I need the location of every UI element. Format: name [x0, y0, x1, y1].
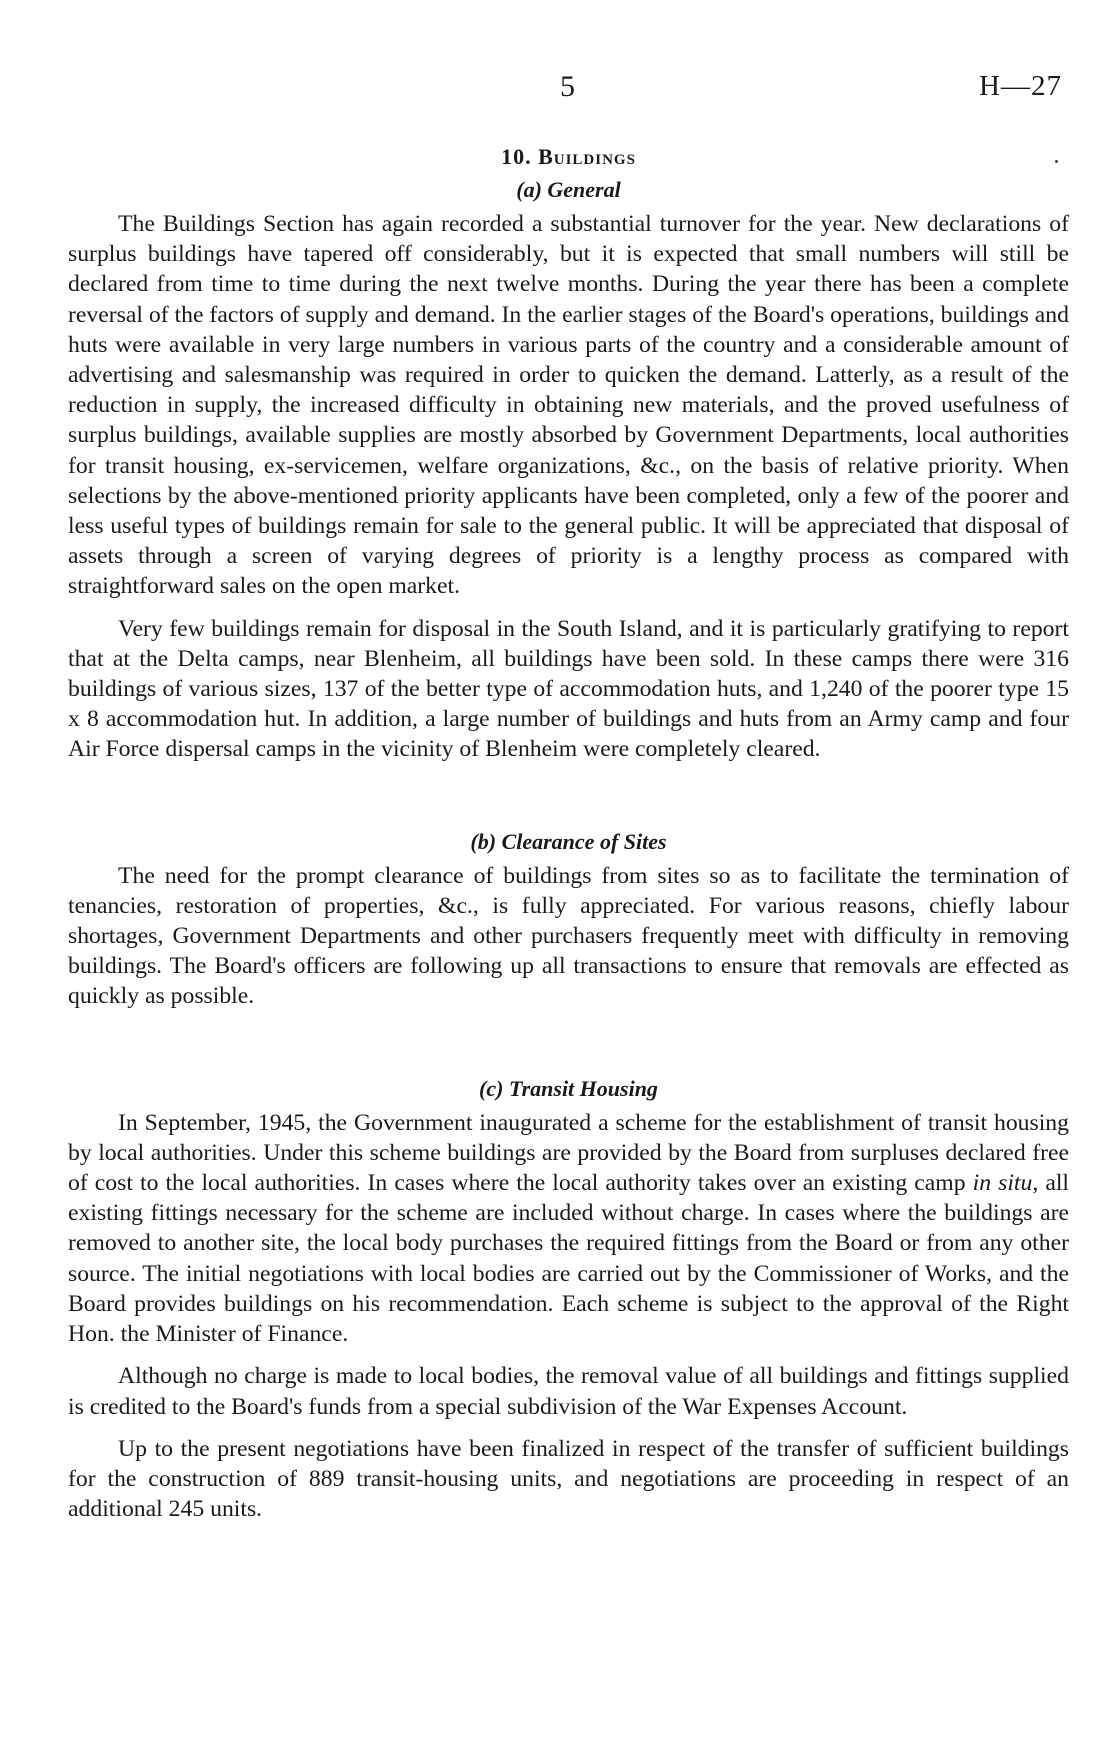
paragraph-transit-1-part-1: In September, 1945, the Government inaugurated a scheme for the establishment of transit housing by local authorities. Under this scheme buildings are provided by the Board from surpluses declared free of cost to the local authorities. In cases where the local authority takes over an existing camp: [68, 1109, 1069, 1197]
section-title: [68, 143, 1069, 171]
section-title-text: Buildings: [538, 144, 636, 169]
paragraph-general-1: The Buildings Section has again recorded a substantial turnover for the year. New declarations of surplus buildings have tapered off considerably, but it is expected that small numbers will still be declared from time to time during the next twelve months. During the year there has been a complete reversal of the factors of supply and demand. In the earlier stages of the Board's operations, buildings and huts were available in very large numbers in various parts of the country and a considerable amount of advertising and salesmanship was required in order to quicken the demand. Latterly, as a result of the reduction in supply, the increased difficulty in obtaining new materials, and the proved usefulness of surplus buildings, available supplies are mostly absorbed by Government Departments, local authorities for transit housing, ex-servicemen, welfare organizations, &c., on the basis of relative priority. When selections by the above-mentioned priority applicants have been completed, only a few of the poorer and less useful types of buildings remain for sale to the general public. It will be appreciated that disposal of assets through a screen of varying degrees of priority is a lengthy process as compared with straightforward sales on the open market.: [68, 211, 1069, 600]
paragraph-transit-1: [68, 1108, 1069, 1350]
page-body: [68, 143, 1069, 1524]
page-number: 5: [560, 70, 575, 103]
paragraph-clearance-1: The need for the prompt clearance of buildings from sites so as to facilitate the termination of tenancies, restoration of properties, &c., is fully appreciated. For various reasons, chiefly labour shortages, Government Departments and other purchasers frequently meet with difficulty in removing buildings. The Board's officers are following up all transactions to ensure that removals are effected as quickly as possible.: [68, 862, 1069, 1010]
latin-phrase-in-situ: in situ: [972, 1170, 1033, 1197]
paragraph-transit-1-part-2: , all existing fittings necessary for the scheme are included without charge. In cases where the buildings are removed to another site, the local body purchases the required fittings from the Board or from any other source. The initial negotiations with local bodies are carried out by the Commissioner of Works, and the Board provides buildings on his recommendation. Each scheme is subject to the approval of the Right Hon. the Minister of Finance.: [68, 1170, 1069, 1348]
section-number: 10.: [501, 144, 532, 169]
paragraph-general-2: Very few buildings remain for disposal in the South Island, and it is particularly gratifying to report that at the Delta camps, near Blenheim, all buildings have been sold. In these camps there were 316 buildings of various sizes, 137 of the better type of accommodation huts, and 1,240 of the poorer type 15 x 8 accommodation hut. In addition, a large number of buildings and huts from an Army camp and four Air Force dispersal camps in the vicinity of Blenheim were completely cleared.: [68, 615, 1069, 763]
subheading-transit-housing: (c) Transit Housing: [479, 1075, 658, 1101]
subheading-general: (a) General: [516, 177, 621, 202]
document-reference: H—27: [979, 70, 1062, 102]
paragraph-transit-3: Up to the present negotiations have been finalized in respect of the transfer of sufficient buildings for the construction of 889 transit-housing units, and negotiations are proceeding in respect of an additional 245 units.: [68, 1435, 1069, 1523]
subheading-clearance-of-sites: (b) Clearance of Sites: [470, 828, 667, 854]
paragraph-transit-2: Although no charge is made to local bodies, the removal value of all buildings and fittings supplied is credited to the Board's funds from a special subdivision of the War Expenses Account.: [68, 1363, 1069, 1420]
